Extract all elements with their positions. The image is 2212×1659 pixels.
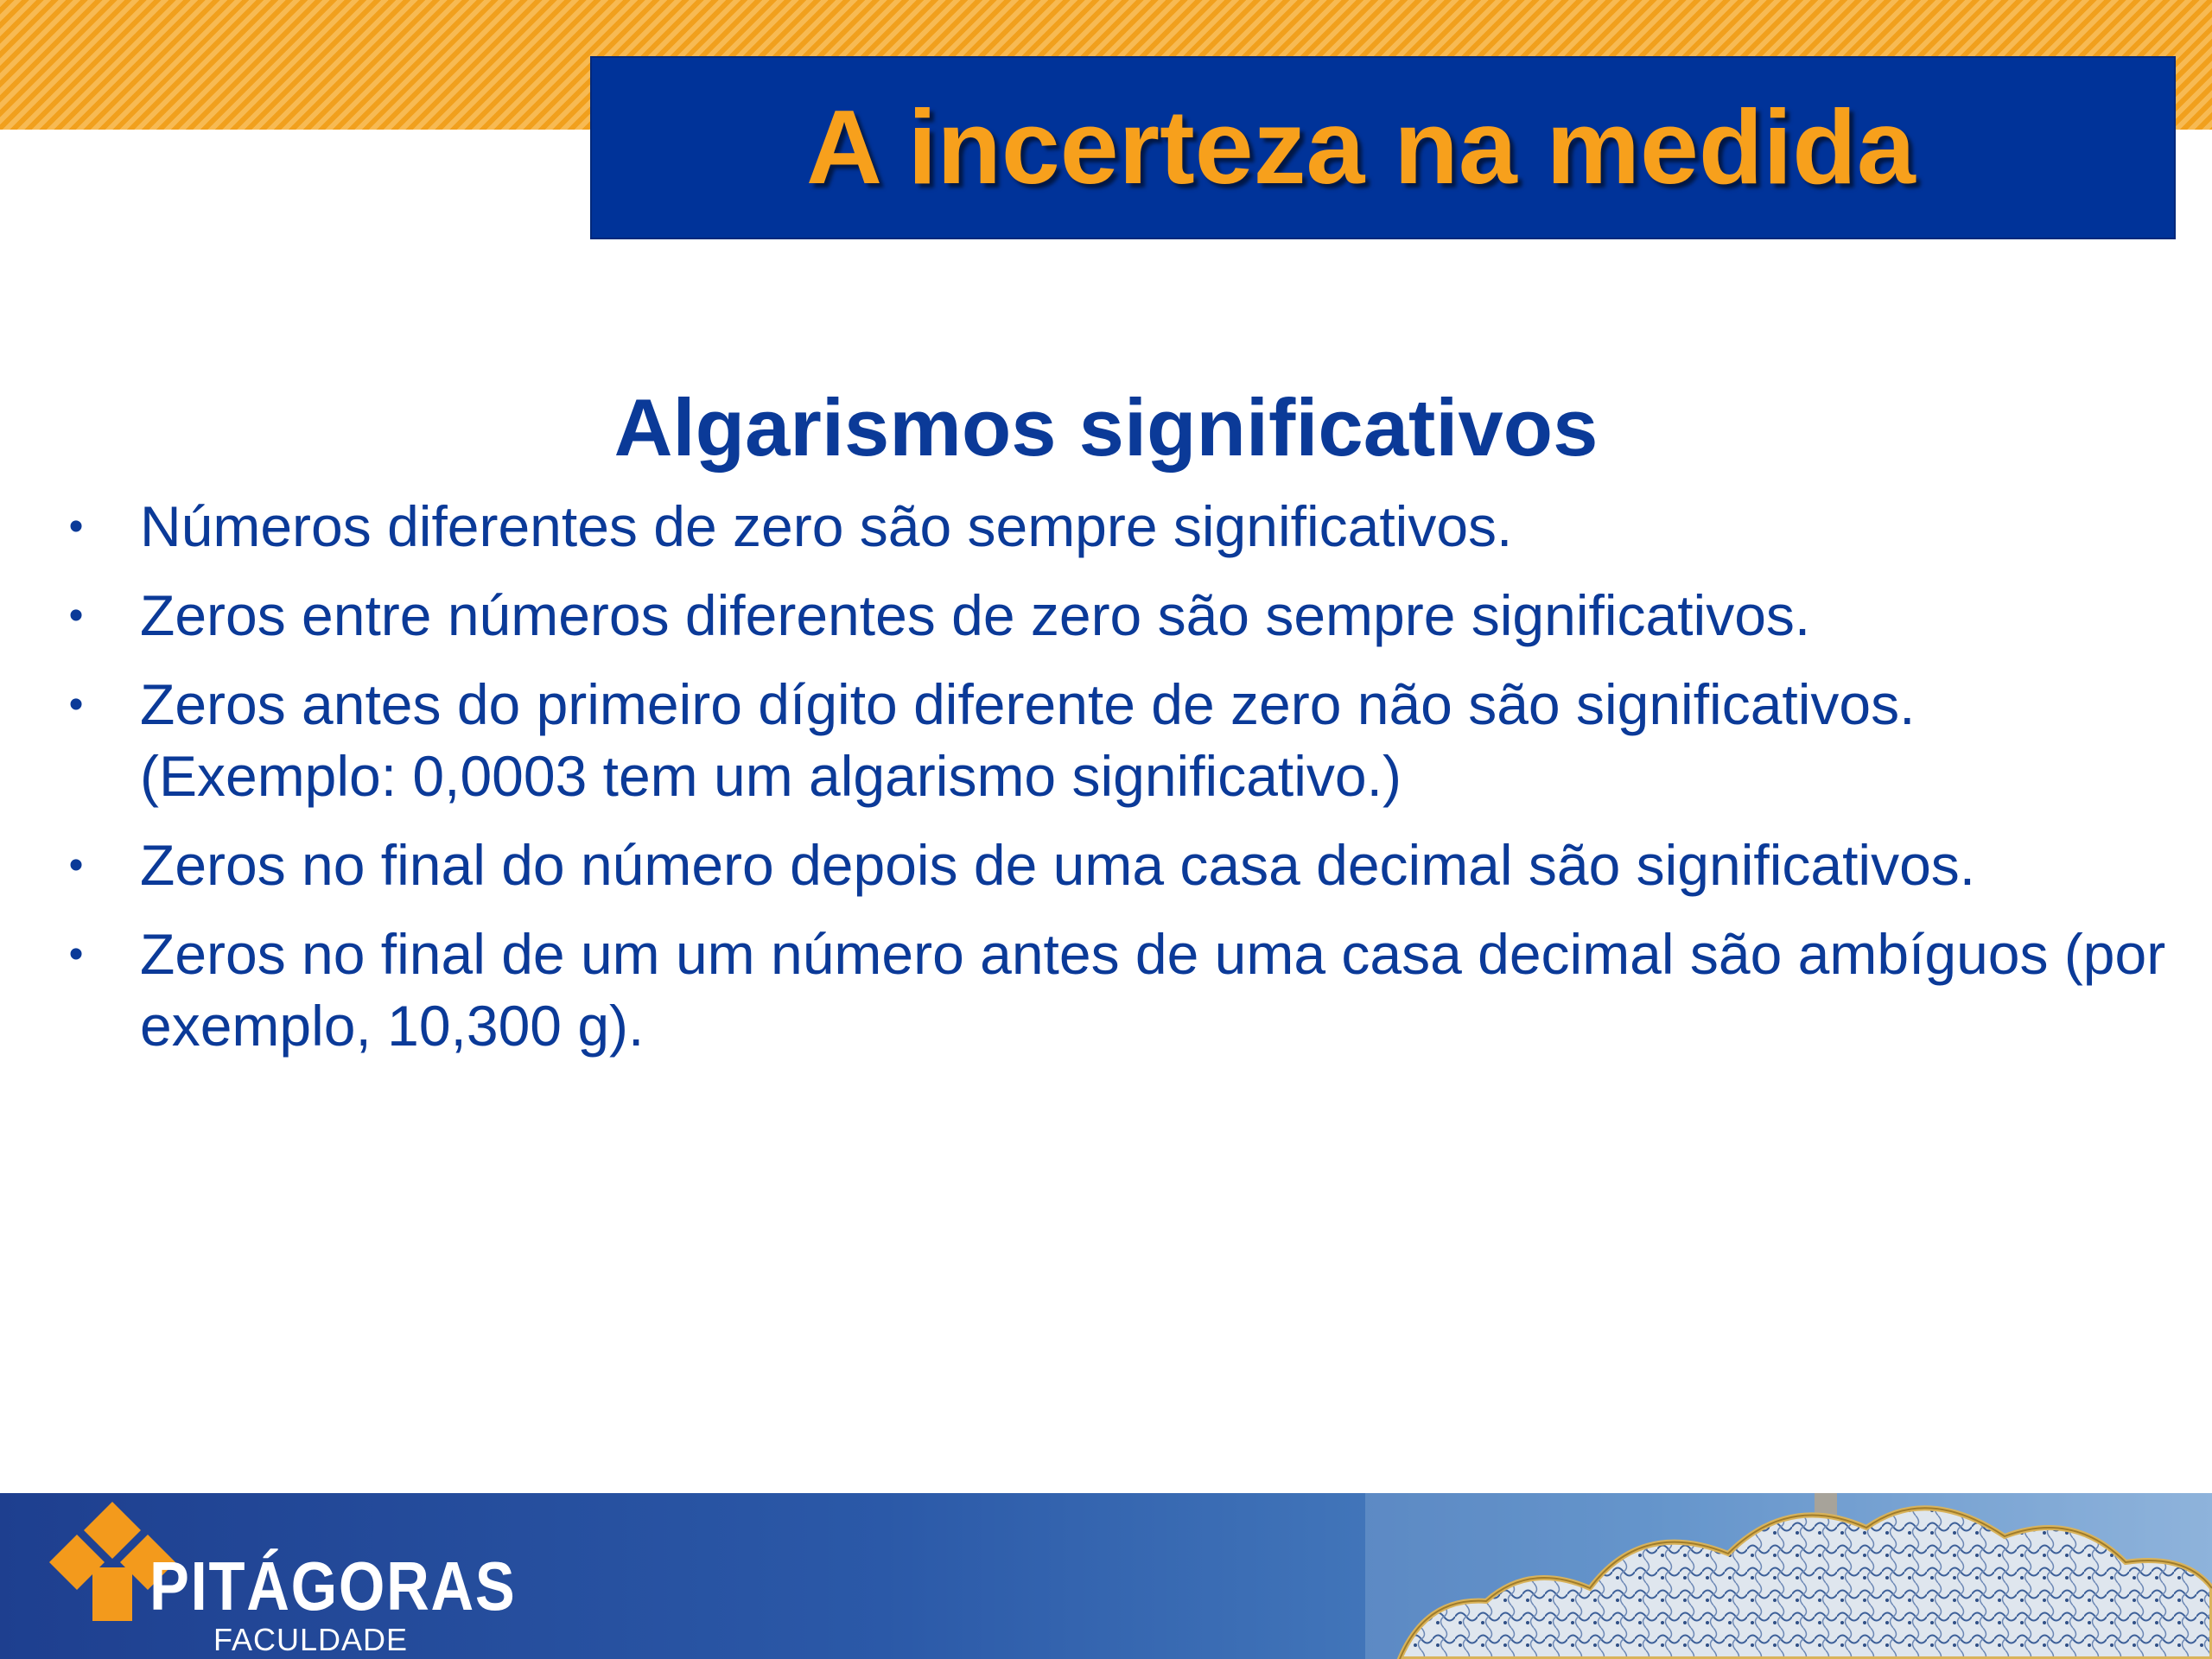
bullet-item — [0, 580, 2212, 652]
pitagoras-logo — [48, 1502, 517, 1659]
bullet-item — [0, 669, 2212, 812]
bullet-icon: • — [68, 504, 84, 550]
bullet-text: Zeros no final de um um número antes de uma casa decimal são ambíguos (por exemplo, 10,300 g). — [140, 922, 2166, 1058]
bullet-icon: • — [68, 682, 84, 728]
bullet-icon: • — [68, 593, 84, 639]
section-heading: Algarismos significativos — [613, 382, 1599, 473]
title-box — [590, 56, 2176, 239]
logo-name: PITÁGORAS — [149, 1548, 517, 1624]
bullet-text: Zeros entre números diferentes de zero são sempre significativos. — [140, 583, 1811, 647]
bullet-item — [0, 918, 2212, 1062]
logo-subtitle: FACULDADE — [213, 1622, 409, 1657]
slide-title: A incerteza na medida — [806, 88, 1916, 206]
bullet-text: Zeros antes do primeiro dígito diferente de zero não são significativos. (Exemplo: 0,0003 tem um algarismo significativo.) — [140, 672, 1916, 808]
bullet-text: Zeros no final do número depois de uma casa decimal são significativos. — [140, 833, 1976, 897]
bullet-icon: • — [68, 842, 84, 888]
bullet-icon: • — [68, 931, 84, 977]
bullet-text: Números diferentes de zero são sempre significativos. — [140, 494, 1513, 558]
bullet-item — [0, 830, 2212, 901]
building-photo-icon — [1365, 1493, 2212, 1659]
bullet-item — [0, 491, 2212, 563]
bullet-list — [0, 491, 2212, 1079]
